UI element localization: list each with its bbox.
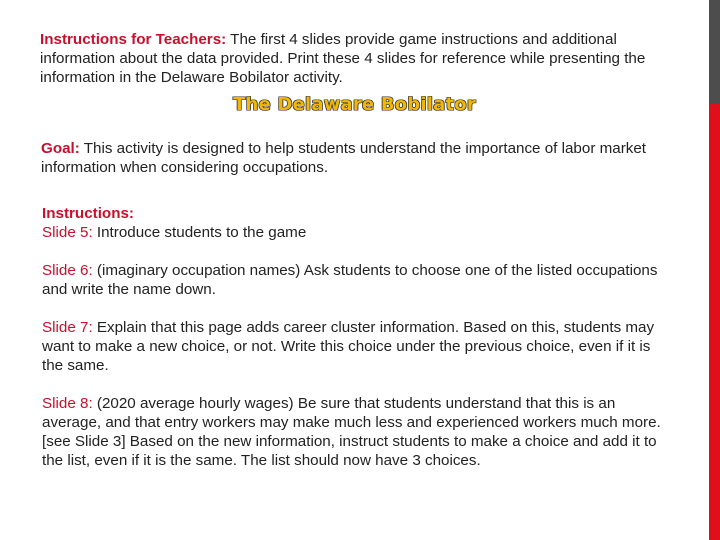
instructions-heading: Instructions:	[42, 205, 134, 222]
slide-8-instruction	[42, 394, 672, 470]
teacher-note-text: The first 4 slides provide game instructions and additional information about the data provided. Print these 4 slides for reference while presenting the information in the Delaware Bobilator activity.	[40, 31, 646, 86]
goal-text: This activity is designed to help students understand the importance of labor market information when considering occupations.	[41, 140, 647, 176]
slide-label: Slide 7:	[42, 319, 93, 336]
slide-6-instruction	[42, 261, 672, 299]
page-title: The Delaware Bobilator	[233, 94, 476, 115]
instructions	[42, 204, 672, 489]
slide-label: Slide 5:	[42, 224, 93, 241]
slide-label: Slide 6:	[42, 262, 93, 279]
teacher-note-label: Instructions for Teachers:	[40, 31, 227, 48]
side-bar-top	[709, 0, 720, 104]
side-bar-bottom	[709, 104, 720, 540]
slide-text: (2020 average hourly wages) Be sure that students understand that this is an average, and that entry workers may make much less and experienced workers much more. [see Slide 3] Based on the new information, instruct students to make a choice and add it to the list, even if it is the same. The list should now have 3 choices.	[42, 395, 661, 469]
slide-text: Introduce students to the game	[92, 224, 307, 241]
goal-label: Goal:	[41, 140, 80, 157]
slide-5-instruction	[42, 223, 672, 242]
goal	[41, 139, 661, 177]
slide-text: Explain that this page adds career cluster information. Based on this, students may want to make a new choice, or not. Write this choice under the previous choice, even if it is the same.	[42, 319, 655, 374]
teacher-note	[40, 30, 660, 87]
slide-text: (imaginary occupation names) Ask students to choose one of the listed occupations and write the name down.	[42, 262, 658, 298]
slide-7-instruction	[42, 318, 672, 375]
slide-label: Slide 8:	[42, 395, 93, 412]
